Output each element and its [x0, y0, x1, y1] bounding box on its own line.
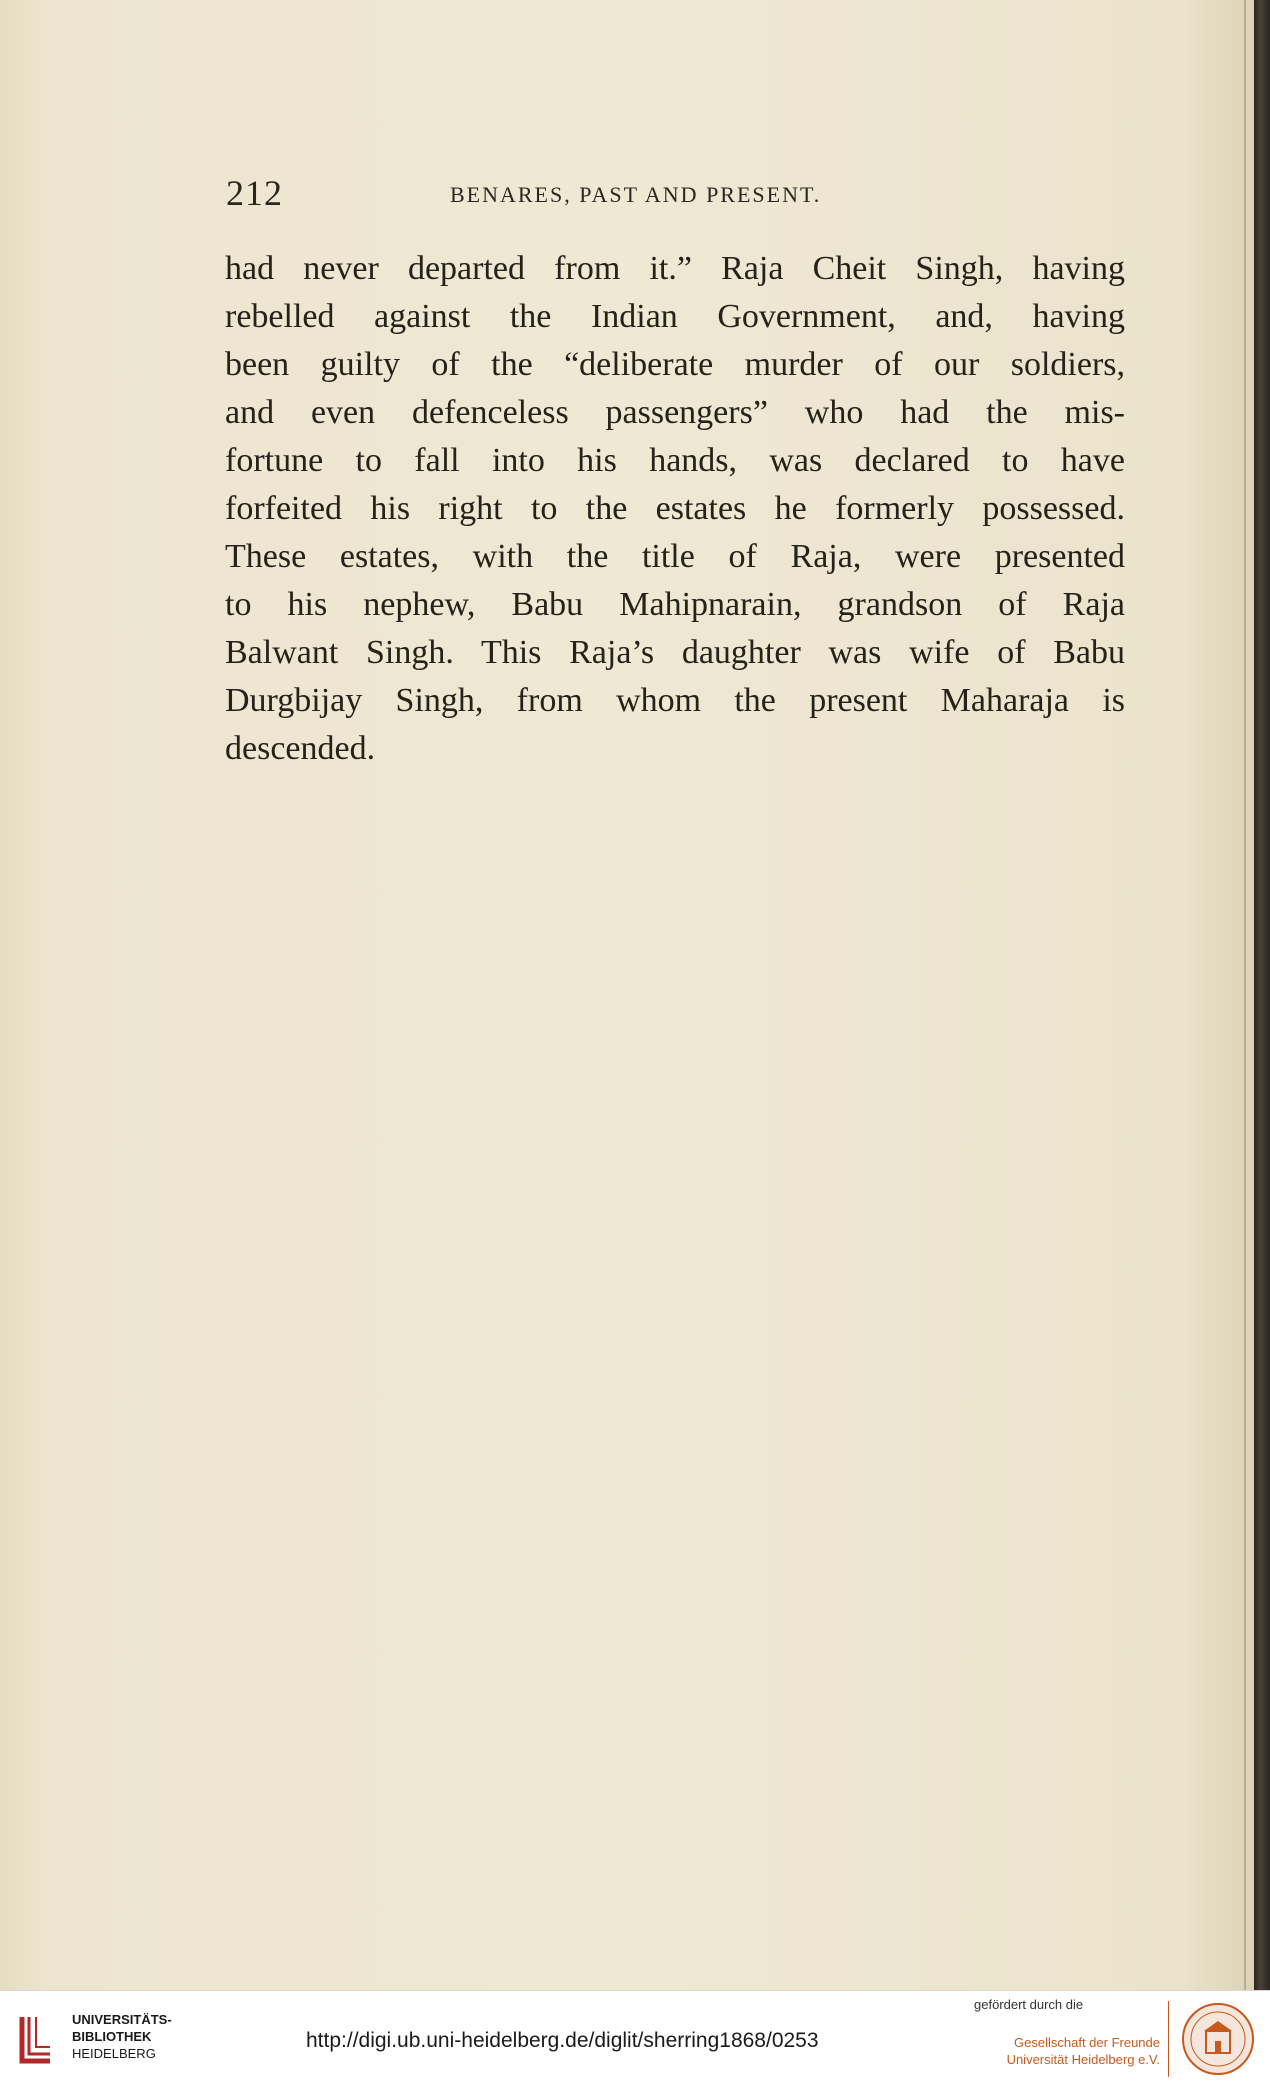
running-title: BENARES, PAST AND PRESENT.	[450, 182, 822, 207]
text-line: had never departed from it.” Raja Cheit Singh, having	[225, 250, 1125, 287]
text-line: been guilty of the “deliberate murder of our soldiers,	[225, 346, 1125, 383]
library-name	[72, 2011, 172, 2062]
sponsor-divider	[1168, 2001, 1169, 2077]
running-head	[222, 172, 1122, 222]
book-binding-edge	[1254, 0, 1270, 1990]
permalink[interactable]: http://digi.ub.uni-heidelberg.de/diglit/sherring1868/0253	[306, 2029, 819, 2052]
digitization-footer	[0, 1990, 1270, 2085]
library-name-line: UNIVERSITÄTS-	[72, 2012, 172, 2027]
body-paragraph	[225, 245, 1125, 773]
library-logo-icon	[12, 2009, 62, 2069]
library-name-line: BIBLIOTHEK	[72, 2029, 152, 2044]
text-line: Balwant Singh. This Raja’s daughter was wife of Babu	[225, 634, 1125, 671]
text-line: These estates, with the title of Raja, were presented	[225, 538, 1125, 575]
page-edge	[1244, 0, 1246, 1990]
sponsor-name: Gesellschaft der Freunde	[1014, 2035, 1160, 2050]
text-line: and even defenceless passengers” who had the mis-	[225, 394, 1125, 431]
sponsor-block	[970, 1997, 1160, 2068]
university-seal-icon	[1180, 2001, 1256, 2077]
text-line: forfeited his right to the estates he formerly possessed.	[225, 490, 1125, 527]
text-line: descended.	[225, 730, 376, 767]
text-line: rebelled against the Indian Government, and, having	[225, 298, 1125, 335]
sponsor-label: gefördert durch die	[974, 1997, 1084, 2012]
text-line: Durgbijay Singh, from whom the present Maharaja is	[225, 682, 1125, 719]
library-name-line: HEIDELBERG	[72, 2046, 156, 2061]
text-line: to his nephew, Babu Mahipnarain, grandson of Raja	[225, 586, 1125, 623]
page-number: 212	[226, 173, 283, 213]
sponsor-name: Universität Heidelberg e.V.	[1006, 2052, 1160, 2067]
text-line: fortune to fall into his hands, was declared to have	[225, 442, 1125, 479]
